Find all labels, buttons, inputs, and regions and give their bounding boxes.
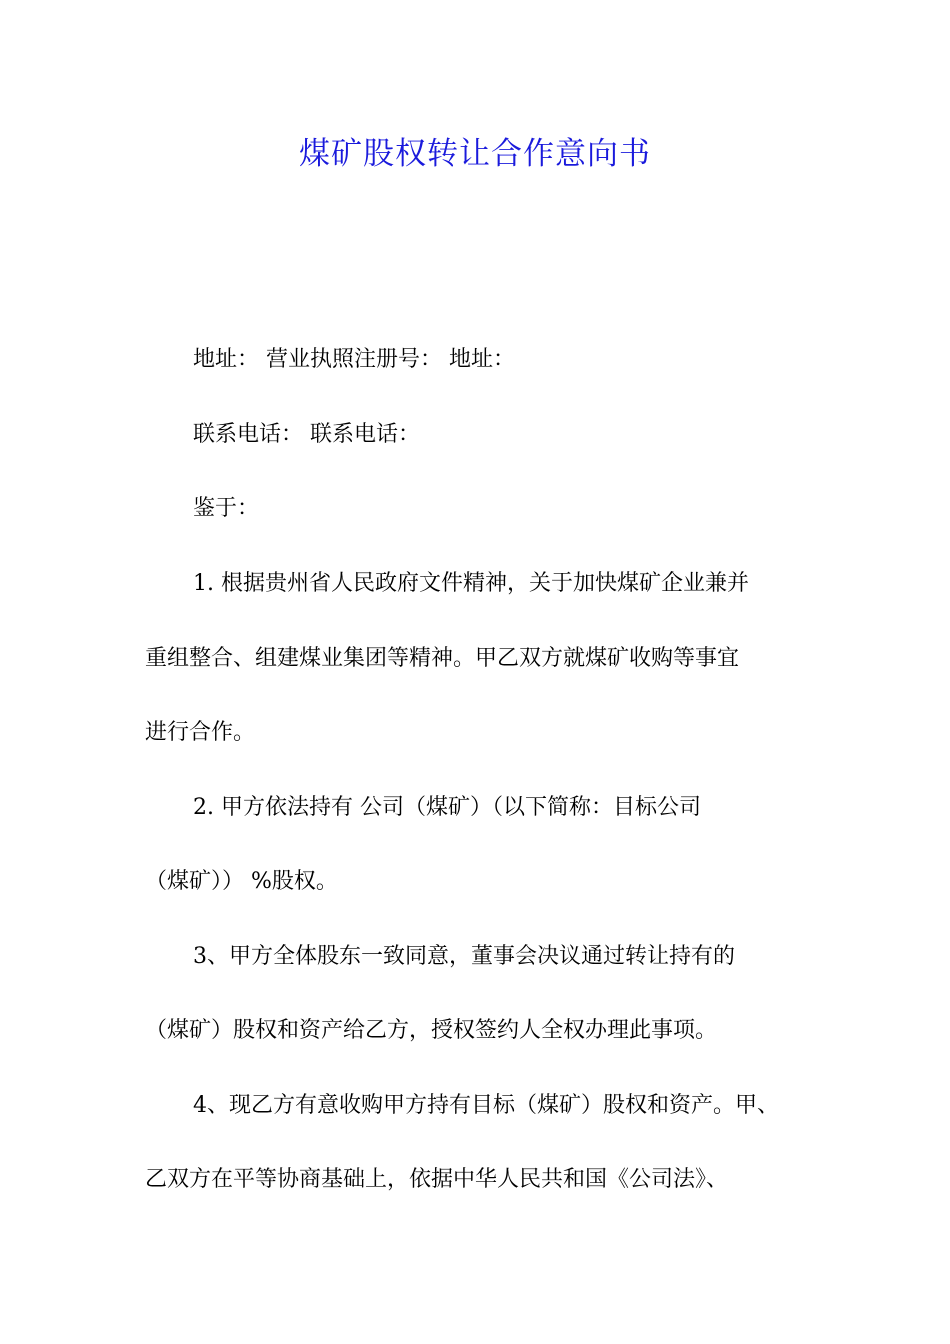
document-title: 煤矿股权转让合作意向书: [299, 136, 651, 172]
clause-3-line-2: （煤矿）股权和资产给乙方，授权签约人全权办理此事项。: [145, 1018, 718, 1043]
clause-1-line-2: 重组整合、组建煤业集团等精神。甲乙双方就煤矿收购等事宜: [145, 646, 740, 671]
clause-1-line-1: 1. 根据贵州省人民政府文件精神，关于加快煤矿企业兼并: [193, 571, 749, 596]
address-line: 地址： 营业执照注册号： 地址：: [193, 347, 515, 372]
whereas-line: 鉴于：: [193, 496, 260, 521]
clause-1-line-3: 进行合作。: [145, 720, 256, 745]
clause-4-line-2: 乙双方在平等协商基础上，依据中华人民共和国《公司法》、: [145, 1167, 729, 1192]
clause-4-line-1: 4、现乙方有意收购甲方持有目标（煤矿）股权和资产。甲、: [193, 1093, 779, 1118]
clause-3-line-1: 3、甲方全体股东一致同意，董事会决议通过转让持有的: [193, 944, 735, 969]
phone-line: 联系电话： 联系电话：: [193, 422, 420, 447]
clause-2-line-1: 2. 甲方依法持有 公司（煤矿）（以下简称：目标公司: [193, 795, 701, 820]
clause-2-line-2: （煤矿）） %股权。: [145, 869, 338, 894]
